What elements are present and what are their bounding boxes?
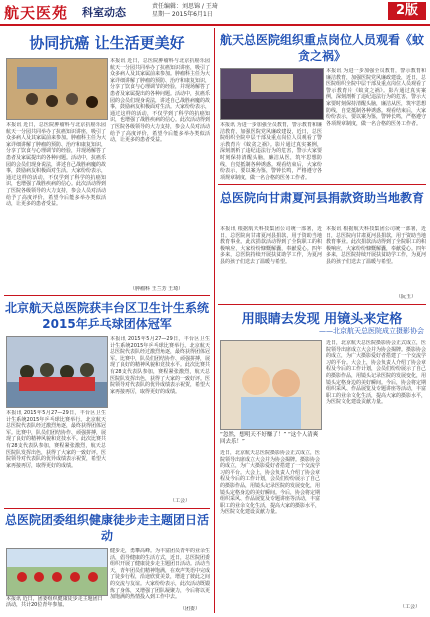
children-photo-icon [221,341,321,429]
article-1-title: 协同抗癌 让生活更美好 [29,34,185,52]
article-5-caption: 本报讯 近日，团委组织健康徒步走主题团日活动，共计20位青年参加。 [6,596,103,608]
article-6-photo [220,340,322,430]
article-5-photo [6,548,108,596]
article-1-text-col2: 本报讯 近日，总医院肿瘤科与北京抗癌乐园航天一分园共同举办了抗癌知识讲座，吸引了众多病人及其家属前来参加。肿瘤科主任为大家详细讲解了肿瘤的预防、治疗和康复知识，分享了饮食与心理调节的经验，并现场解答了患者及家属提出的各种问题。活动中，抗癌乐园的会员们现身说法，讲述自己战胜病魔的故事，鼓励病友积极面对生活。大家纷纷表示，通过这样的活动，不仅学到了科学的抗癌知识，也增强了战胜疾病的信心。此次活动得到了医院各级领导的大力支持，参会人员对活动给予了高度评价，希望今后能多举办类似活动，让更多的患者受益。 [110,58,210,144]
article-6-author: （工会） [400,604,421,610]
team-photo-icon [7,337,107,407]
divider-2 [4,508,210,509]
section-name: 科室动态 [82,6,126,19]
article-4-photo [6,336,108,408]
divider-3 [218,184,426,185]
header-rule [0,24,430,26]
article-3-author: （阮玉） [396,294,417,300]
article-6-quote: “忽然，想明天不好赚了！” “这个人清爽回去乐！” [220,432,319,445]
article-2-photo [220,68,324,120]
page-number-badge: 2版 [388,2,426,20]
auditorium-photo-icon [221,69,323,119]
article-1-text: 本报讯 近日，总医院肿瘤科与北京抗癌乐园航天一分园共同举办了抗癌知识讲座，吸引了众多病人及其家属前来参加。肿瘤科主任为大家详细讲解了肿瘤的预防、治疗和康复知识，分享了饮食与心理调节的经验，并现场解答了患者及家属提出的各种问题。活动中，抗癌乐园的会员们现身说法，讲述自己战胜病魔的故事，鼓励病友积极面对生活。大家纷纷表示，通过这样的活动，不仅学到了科学的抗癌知识，也增强了战胜疾病的信心。此次活动得到了医院各级领导的大力支持，参会人员对活动给予了高度评价，希望今后能多举办类似活动，让更多的患者受益。 [6,122,106,208]
issue-meta [152,3,218,19]
divider-1 [4,295,210,296]
column-divider [214,28,215,613]
article-2-text: 本报讯 为进一步加强全员教育，警示教育和廉洁教育，加强医院党风廉政建设，近日，总医院组织全院中层干部及重点岗位人员观看了警示教育片《蚊贪之祸》。影片通过真实案例，深刻剖析了违纪违法行为的危害，警示大家要时刻保持清醒头脑，廉洁从医，筑牢思想防线，自觉抵制各种诱惑。观看结束后，大家纷纷表示，要以案为鉴，警钟长鸣，严格遵守各项规章制度，做一名合格的医务工作者。 [220,122,322,180]
date-line: 星期一 2015年6月1日 [152,11,213,18]
article-5-text: 健步走，勇攀高峰。为丰富团员青年的业余生活，倡导健康的生活方式，近日，总医院团委组织开展了健康徒步走主题团日活动。活动当天，青年团员们精神饱满，在欢声笑语中完成了徒步行程，沿途欣赏美景，增进了彼此之间的交流与友谊。大家纷纷表示，此次活动既锻炼了身体，又增强了团队凝聚力，今后将以更加饱满的热情投入到工作中去。 [110,548,210,601]
article-4-author: （工会） [170,498,191,504]
article-1-photo [6,58,108,120]
article-4-text: 本报讯 2015年5月27—29日，丰台区卫生计生系统2015年乒乓球比赛举行。北京航天总医院代表队经过激烈角逐，最终获得团体冠军。比赛中，队员们团结协作、顽强拼搏，展现了良好的精神风貌和竞技水平。此次比赛共有28支代表队参加，赛程紧张激烈，航天总医院队发挥出色，获得了大家的一致好评。医院领导对代表队的优异成绩表示祝贺，希望大家再接再厉，取得更好的成绩。 [6,410,106,469]
article-6-text-col2: 近日，北京航天总医院摄影协会正式成立，医院领导出席成立大会并为协会揭牌。摄影协会的成立，为广大摄影爱好者搭建了一个交流学习的平台。大会上，协会负责人介绍了协会章程及今后的工作计划，会员们纷纷展示了自己的摄影作品，用镜头记录医院的发展变化，用镜头定格身边的美好瞬间。今后，协会将定期组织采风、作品展览及专题讲座等活动，丰富职工的业余文化生活，提高大家的摄影水平，为医院文化建设贡献力量。 [326,340,426,406]
article-1-author: （肿瘤科 王兰芳 王琦） [130,286,184,292]
article-2-title: 航天总医院组织重点岗位人员观看《蚊贪之祸》 [219,33,424,63]
article-3-title: 总医院向甘肃夏河县捐款资助当地教育 [219,191,424,205]
article-6-title: 用眼睛去发现 用镜头来定格 [241,312,403,327]
article-6-subtitle: ——北京航天总医院成立摄影协会 [319,327,424,335]
article-5-title: 总医院团委组织健康徒步走主题团日活动 [4,513,209,543]
editor-line: 责任编辑：刘思锦 / 王琦 [152,3,218,10]
article-2-text-col2: 本报讯 为进一步加强全员教育，警示教育和廉洁教育，加强医院党风廉政建设，近日，总医院组织全院中层干部及重点岗位人员观看了警示教育片《蚊贪之祸》。影片通过真实案例，深刻剖析了违纪违法行为的危害，警示大家要时刻保持清醒头脑，廉洁从医，筑牢思想防线，自觉抵制各种诱惑。观看结束后，大家纷纷表示，要以案为鉴，警钟长鸣，严格遵守各项规章制度，做一名合格的医务工作者。 [326,68,426,127]
article-3-text: 本报讯 根据航天科技集团公司统一部署，近日，总医院向甘肃夏河县捐款，用于资助当地教育事业。此次捐款活动得到了全院职工的积极响应，大家纷纷慷慨解囊，奉献爱心。四年多来，总医院持续开展扶贫助学工作，为夏河县的孩子们送去了温暖与希望。 [220,226,322,265]
divider-4 [218,304,426,305]
article-4-title: 北京航天总医院获丰台区卫生计生系统2015年乒乓球团体冠军 [4,301,209,331]
lecture-photo-icon [7,59,107,119]
article-5-author: （团委） [180,606,201,612]
article-4-text-col2: 本报讯 2015年5月27—29日，丰台区卫生计生系统2015年乒乓球比赛举行。北京航天总医院代表队经过激烈角逐，最终获得团体冠军。比赛中，队员们团结协作、顽强拼搏，展现了良好的精神风貌和竞技水平。此次比赛共有28支代表队参加，赛程紧张激烈，航天总医院队发挥出色，获得了大家的一致好评。医院领导对代表队的优异成绩表示祝贺，希望大家再接再厉，取得更好的成绩。 [110,336,210,395]
article-6-text: 近日，北京航天总医院摄影协会正式成立，医院领导出席成立大会并为协会揭牌。摄影协会的成立，为广大摄影爱好者搭建了一个交流学习的平台。大会上，协会负责人介绍了协会章程及今后的工作计划，会员们纷纷展示了自己的摄影作品，用镜头记录医院的发展变化，用镜头定格身边的美好瞬间。今后，协会将定期组织采风、作品展览及专题讲座等活动，丰富职工的业余文化生活，提高大家的摄影水平，为医院文化建设贡献力量。 [220,450,320,516]
newspaper-logo: 航天医苑 [4,4,69,22]
article-3-text-col2: 本报讯 根据航天科技集团公司统一部署，近日，总医院向甘肃夏河县捐款，用于资助当地教育事业。此次捐款活动得到了全院职工的积极响应，大家纷纷慷慨解囊，奉献爱心。四年多来，总医院持续开展扶贫助学工作，为夏河县的孩子们送去了温暖与希望。 [326,226,426,265]
masthead [0,0,430,24]
hiking-photo-icon [7,549,107,595]
